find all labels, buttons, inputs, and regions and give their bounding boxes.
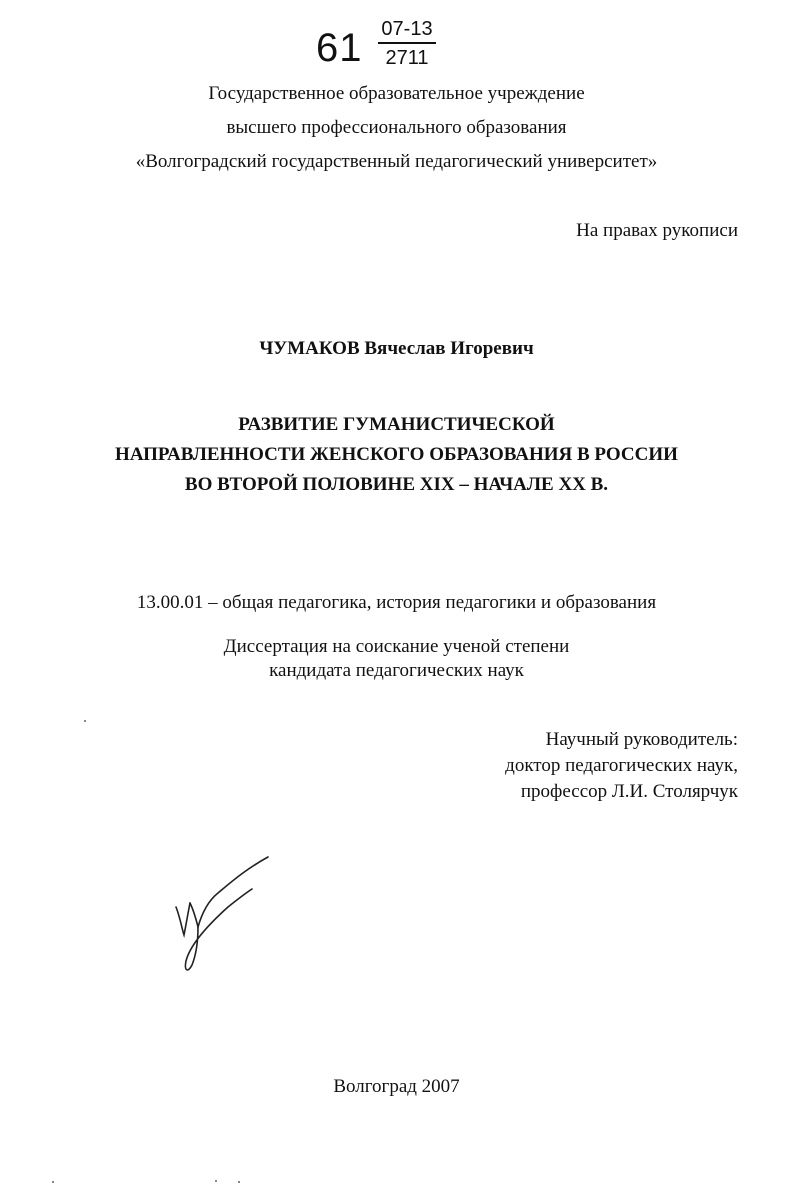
library-code-numerator: 07-13 [381, 18, 433, 40]
signature-stroke-3 [185, 889, 252, 970]
signature-stroke-1 [176, 903, 190, 935]
library-code-main: 61 [316, 26, 363, 70]
library-code [316, 18, 436, 74]
supervisor-line-2: доктор педагогических наук, [505, 755, 738, 776]
scan-speck [84, 720, 86, 722]
library-code-divider [378, 42, 436, 44]
scan-speck [238, 1181, 240, 1183]
title-line-3: ВО ВТОРОЙ ПОЛОВИНЕ XIX – НАЧАЛЕ XX В. [184, 474, 609, 495]
supervisor-line-1: Научный руководитель: [545, 729, 738, 750]
degree-line-1: Диссертация на соискание ученой степени [223, 636, 570, 657]
manuscript-note: На правах рукописи [576, 220, 738, 241]
supervisor-line-3: профессор Л.И. Столярчук [520, 781, 738, 802]
title-line-1: РАЗВИТИЕ ГУМАНИСТИЧЕСКОЙ [238, 414, 555, 435]
specialty: 13.00.01 – общая педагогика, история педагогики и образования [136, 592, 657, 613]
degree-line-2: кандидата педагогических наук [269, 660, 524, 681]
scan-speck [52, 1181, 54, 1183]
institution-line-2: высшего профессионального образования [226, 117, 567, 138]
signature-icon [168, 855, 278, 975]
city-year: Волгоград 2007 [333, 1076, 460, 1097]
author-name: ЧУМАКОВ Вячеслав Игоревич [259, 338, 534, 359]
supervisor-block [505, 727, 738, 805]
signature-stroke-2 [190, 857, 268, 927]
title-line-2: НАПРАВЛЕННОСТИ ЖЕНСКОГО ОБРАЗОВАНИЯ В РОССИИ [115, 444, 678, 465]
institution-line-1: Государственное образовательное учреждение [208, 83, 585, 104]
library-code-denominator: 2711 [385, 47, 429, 69]
scan-speck [215, 1180, 217, 1182]
institution-line-3: «Волгоградский государственный педагогический университет» [135, 151, 658, 172]
